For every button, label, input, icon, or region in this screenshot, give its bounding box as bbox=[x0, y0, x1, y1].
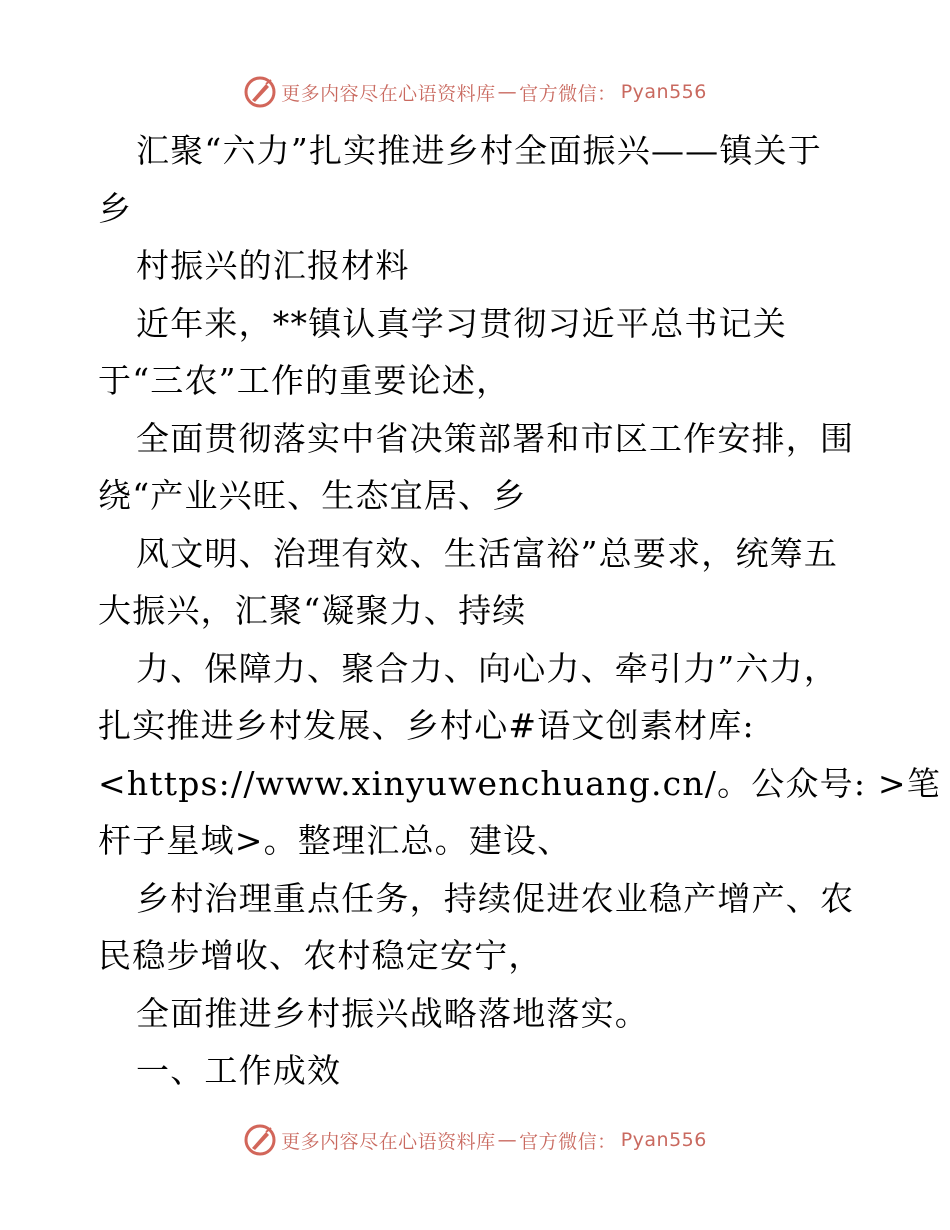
document-line: <https://www.xinyuwenchuang.cn/。公众号: >笔 bbox=[98, 763, 941, 803]
document-line: 于“三农”工作的重要论述， bbox=[98, 361, 511, 400]
watermark-text: 更多内容尽在心语资料库 bbox=[281, 82, 496, 105]
watermark-dash: — bbox=[497, 1129, 518, 1151]
watermark-wechat-id: Pyan556 bbox=[620, 81, 707, 103]
document-line: 扎实推进乡村发展、乡村心#语文创素材库: bbox=[98, 706, 755, 745]
watermark-text: 更多内容尽在心语资料库 bbox=[281, 1130, 496, 1153]
quill-logo-icon bbox=[243, 1123, 277, 1157]
watermark-dash: — bbox=[497, 81, 518, 103]
document-line: 绕“产业兴旺、生态宜居、乡 bbox=[98, 476, 527, 515]
document-line: 全面贯彻落实中省决策部署和市区工作安排，围 bbox=[136, 418, 855, 458]
document-line: 近年来，**镇认真学习贯彻习近平总书记关 bbox=[136, 303, 787, 343]
watermark-official-label: 官方微信： bbox=[519, 82, 617, 105]
document-line: 力、保障力、聚合力、向心力、牵引力”六力， bbox=[136, 648, 839, 688]
watermark-header bbox=[0, 72, 950, 112]
watermark-wechat-id: Pyan556 bbox=[620, 1129, 707, 1151]
document-line: 村振兴的汇报材料 bbox=[136, 246, 410, 285]
document-line: 大振兴，汇聚“凝聚力、持续 bbox=[98, 591, 527, 630]
document-body bbox=[98, 122, 941, 1100]
document-line: 风文明、治理有效、生活富裕”总要求，统筹五 bbox=[136, 533, 839, 573]
quill-logo-icon bbox=[243, 75, 277, 109]
document-line: 汇聚“六力”扎实推进乡村全面振兴——镇关于 bbox=[136, 131, 822, 170]
watermark-footer bbox=[0, 1120, 950, 1160]
document-line: 民稳步增收、农村稳定安宁， bbox=[98, 936, 543, 975]
document-line: 乡村治理重点任务，持续促进农业稳产增产、农 bbox=[136, 878, 855, 918]
document-line: 全面推进乡村振兴战略落地落实。 bbox=[136, 993, 649, 1033]
watermark-official-label: 官方微信： bbox=[519, 1130, 617, 1153]
document-line: 一、工作成效 bbox=[136, 1051, 342, 1090]
document-line: 杆子星域>。整理汇总。建设、 bbox=[98, 821, 572, 860]
document-line: 乡 bbox=[98, 188, 133, 228]
